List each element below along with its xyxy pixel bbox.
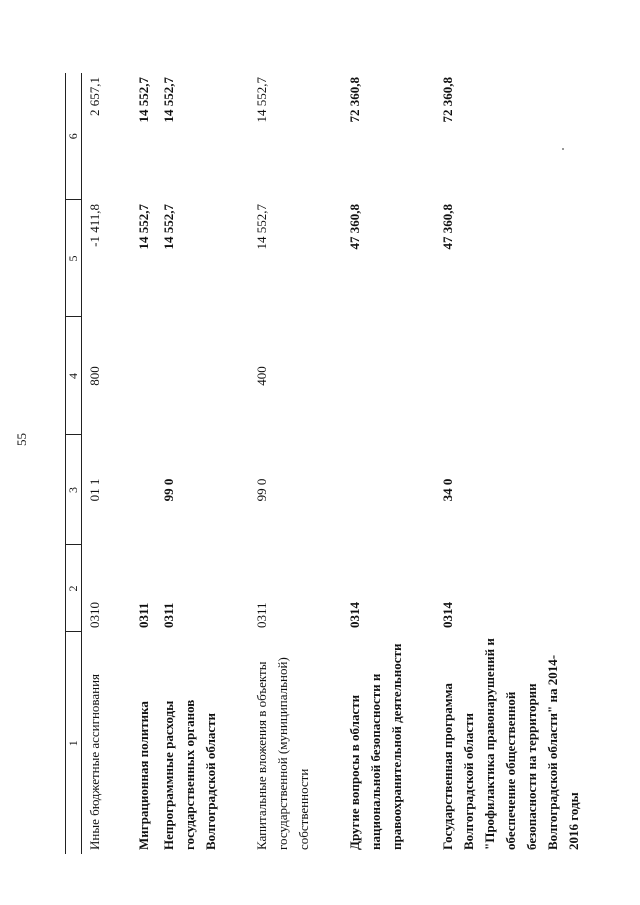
row-name: Государственная программа Волгоградской области "Профилактика правонарушений и обеспечение общественной безопасности на территории Волгоградской области" на 2014-2016 годы — [440, 638, 581, 850]
page-number: 55 — [14, 433, 29, 446]
rotated-table-area — [65, 73, 581, 854]
row-code: 0311 — [161, 602, 176, 628]
row-target-article — [342, 435, 409, 545]
row-name: Капитальные вложения в объекты государственной (муниципальной) собственности — [254, 657, 311, 850]
row-code: 0314 — [440, 602, 455, 628]
row-code: 0310 — [87, 602, 102, 628]
table-row — [156, 73, 223, 854]
row-total-amount: 2 657,1 — [87, 77, 102, 116]
row-name: Другие вопросы в области национальной безопасности и правоохранительной деятельности — [347, 643, 404, 850]
row-change-amount: 47 360,8 — [347, 204, 362, 250]
row-total-amount: 72 360,8 — [440, 77, 455, 123]
row-expense-type: 400 — [254, 366, 269, 386]
row-expense-type: 800 — [87, 366, 102, 386]
row-name: Иные бюджетные ассигнования — [87, 673, 102, 850]
row-change-amount: 47 360,8 — [440, 204, 455, 250]
row-code: 0314 — [347, 602, 362, 628]
row-total-amount: 14 552,7 — [136, 77, 151, 123]
budget-table — [65, 73, 586, 854]
col-header-5: 5 — [66, 200, 82, 317]
row-expense-type — [131, 317, 156, 435]
row-total-amount: 14 552,7 — [254, 77, 269, 123]
row-target-article: 99 0 — [161, 478, 176, 502]
row-expense-type — [342, 317, 409, 435]
row-change-amount: 14 552,7 — [136, 204, 151, 250]
column-number-header — [66, 73, 82, 854]
table-row — [342, 73, 409, 854]
row-code: 0311 — [254, 602, 269, 628]
col-header-6: 6 — [66, 73, 82, 200]
row-code: 0311 — [136, 602, 151, 628]
row-expense-type — [435, 317, 586, 435]
row-target-article: 01 1 — [87, 478, 102, 502]
row-change-amount: -1 411,8 — [87, 204, 102, 247]
table-row — [131, 73, 156, 854]
col-header-3: 3 — [66, 435, 82, 545]
col-header-1: 1 — [66, 632, 82, 854]
row-target-article: 34 0 — [440, 478, 455, 502]
row-change-amount: 14 552,7 — [254, 204, 269, 250]
row-target-article — [131, 435, 156, 545]
row-target-article: 99 0 — [254, 478, 269, 502]
table-row — [249, 73, 316, 854]
table-row — [82, 73, 108, 854]
row-total-amount: 72 360,8 — [347, 77, 362, 123]
row-name: Миграционная политика — [136, 701, 151, 850]
table-row — [435, 73, 586, 854]
row-change-amount: 14 552,7 — [161, 204, 176, 250]
row-expense-type — [156, 317, 223, 435]
row-total-amount: 14 552,7 — [161, 77, 176, 123]
col-header-4: 4 — [66, 317, 82, 435]
row-name: Непрограммные расходы государственных органов Волгоградской области — [161, 699, 218, 850]
col-header-2: 2 — [66, 545, 82, 632]
